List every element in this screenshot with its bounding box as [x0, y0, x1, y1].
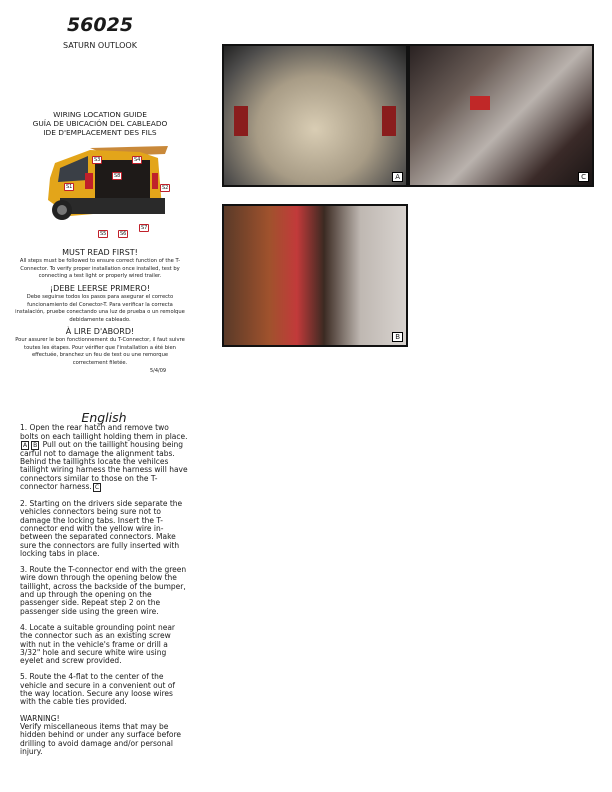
photo-c-harness-connector: [408, 44, 594, 187]
notice-title: À LIRE D'ABORD!: [65, 327, 135, 336]
photo-label: A: [392, 172, 403, 182]
photo-a-cargo-area: [222, 44, 408, 187]
photo-label: B: [392, 332, 403, 342]
tag-s3: S3: [94, 157, 101, 163]
tag-s8: S8: [114, 173, 121, 179]
step-text: 1. Open the rear hatch and remove two bolts on each taillight holding them in place.: [20, 423, 188, 441]
photo-b-taillight-removal: [222, 204, 408, 347]
guide-title-fr: IDE D'EMPLACEMENT DES FILS: [43, 128, 157, 137]
part-number: 56025: [66, 14, 134, 36]
step-1: [20, 424, 188, 492]
tag-s6: S6: [120, 231, 127, 237]
step-text: Pull out on the taillight housing being carful not to damage the alignment tabs. Behind the taillights locate the vehilces taillight wiring harness the harness will have connectors similar to those on the T-connector harness.: [20, 439, 188, 492]
notice-body: All steps must be followed to ensure correct function of the T-Connector. To verify proper installation once installed, test by connecting a test light or properly wired trailer.: [19, 258, 181, 279]
vehicle-name: SATURN OUTLOOK: [63, 41, 137, 50]
photo-ref-c: C: [94, 484, 100, 492]
tag-s5: S5: [100, 231, 107, 237]
vehicle-diagram: [40, 138, 175, 240]
step-4: 4. Locate a suitable grounding point near the connector such as an existing screw with nut in the vehicle's frame or drill a 3/32" hole and secure white wire using eyelet and screw provided.: [20, 622, 176, 666]
warning-title: WARNING!: [20, 713, 60, 723]
tag-s2: S2: [162, 185, 169, 191]
step-5: 5. Route the 4-flat to the center of the vehicle and secure in a convenient out of the way location. Secure any loose wires with the cable ties provided.: [20, 672, 176, 707]
photo-ref-a: A: [23, 441, 28, 449]
section-heading: English: [81, 410, 127, 425]
notice-body: Debe seguirse todos los pasos para asegurar el correcto funcionamiento del Conector-T. Para verificar la correcta instalación, pruebe conectando una luz de prueba o un remolque debidamente cableado.: [15, 294, 185, 323]
step-3: 3. Route the T-connector end with the green wire down through the opening below the taillight, across the backside of the bumper, and up through the opening on the passenger side. Repeat step 2 on the passenger side using the green wire.: [20, 565, 187, 616]
tag-s7: S7: [141, 225, 148, 231]
photo-ref-b: B: [33, 441, 38, 449]
notice-en: [14, 248, 186, 281]
tag-s4: S4: [134, 157, 141, 163]
guide-title-en: WIRING LOCATION GUIDE: [53, 110, 147, 119]
step-2: 2. Starting on the drivers side separate the vehicles connectors being sure not to damage the locking tabs. Insert the T-connector end with the yellow wire in-between the separated connectors. Make sure the connectors are fully inserted with locking tabs in place.: [20, 499, 183, 558]
revision-date: 5/4/09: [150, 368, 167, 374]
guide-title-es: GUÍA DE UBICACIÓN DEL CABLEADO: [32, 119, 168, 128]
notice-es: [14, 284, 186, 324]
english-instructions: [20, 410, 188, 756]
notice-fr: [14, 327, 186, 367]
notice-body: Pour assurer le bon fonctionnement du T-Connector, il faut suivre toutes les étapes. Pour vérifier que l'installation a été bien effectuée, branchez un feu de test ou une remorque correctement filetée.: [15, 337, 185, 366]
notice-title: ¡DEBE LEERSE PRIMERO!: [49, 284, 151, 293]
warning-text: Verify miscellaneous items that may be hidden behind or under any surface before drilling to avoid damage and/or personal injury.: [20, 721, 182, 756]
photo-label: C: [578, 172, 589, 182]
wiring-guide-title: [10, 110, 190, 137]
notice-title: MUST READ FIRST!: [62, 248, 138, 257]
suv-illustration: [40, 138, 175, 240]
tag-s1: S1: [66, 184, 73, 190]
